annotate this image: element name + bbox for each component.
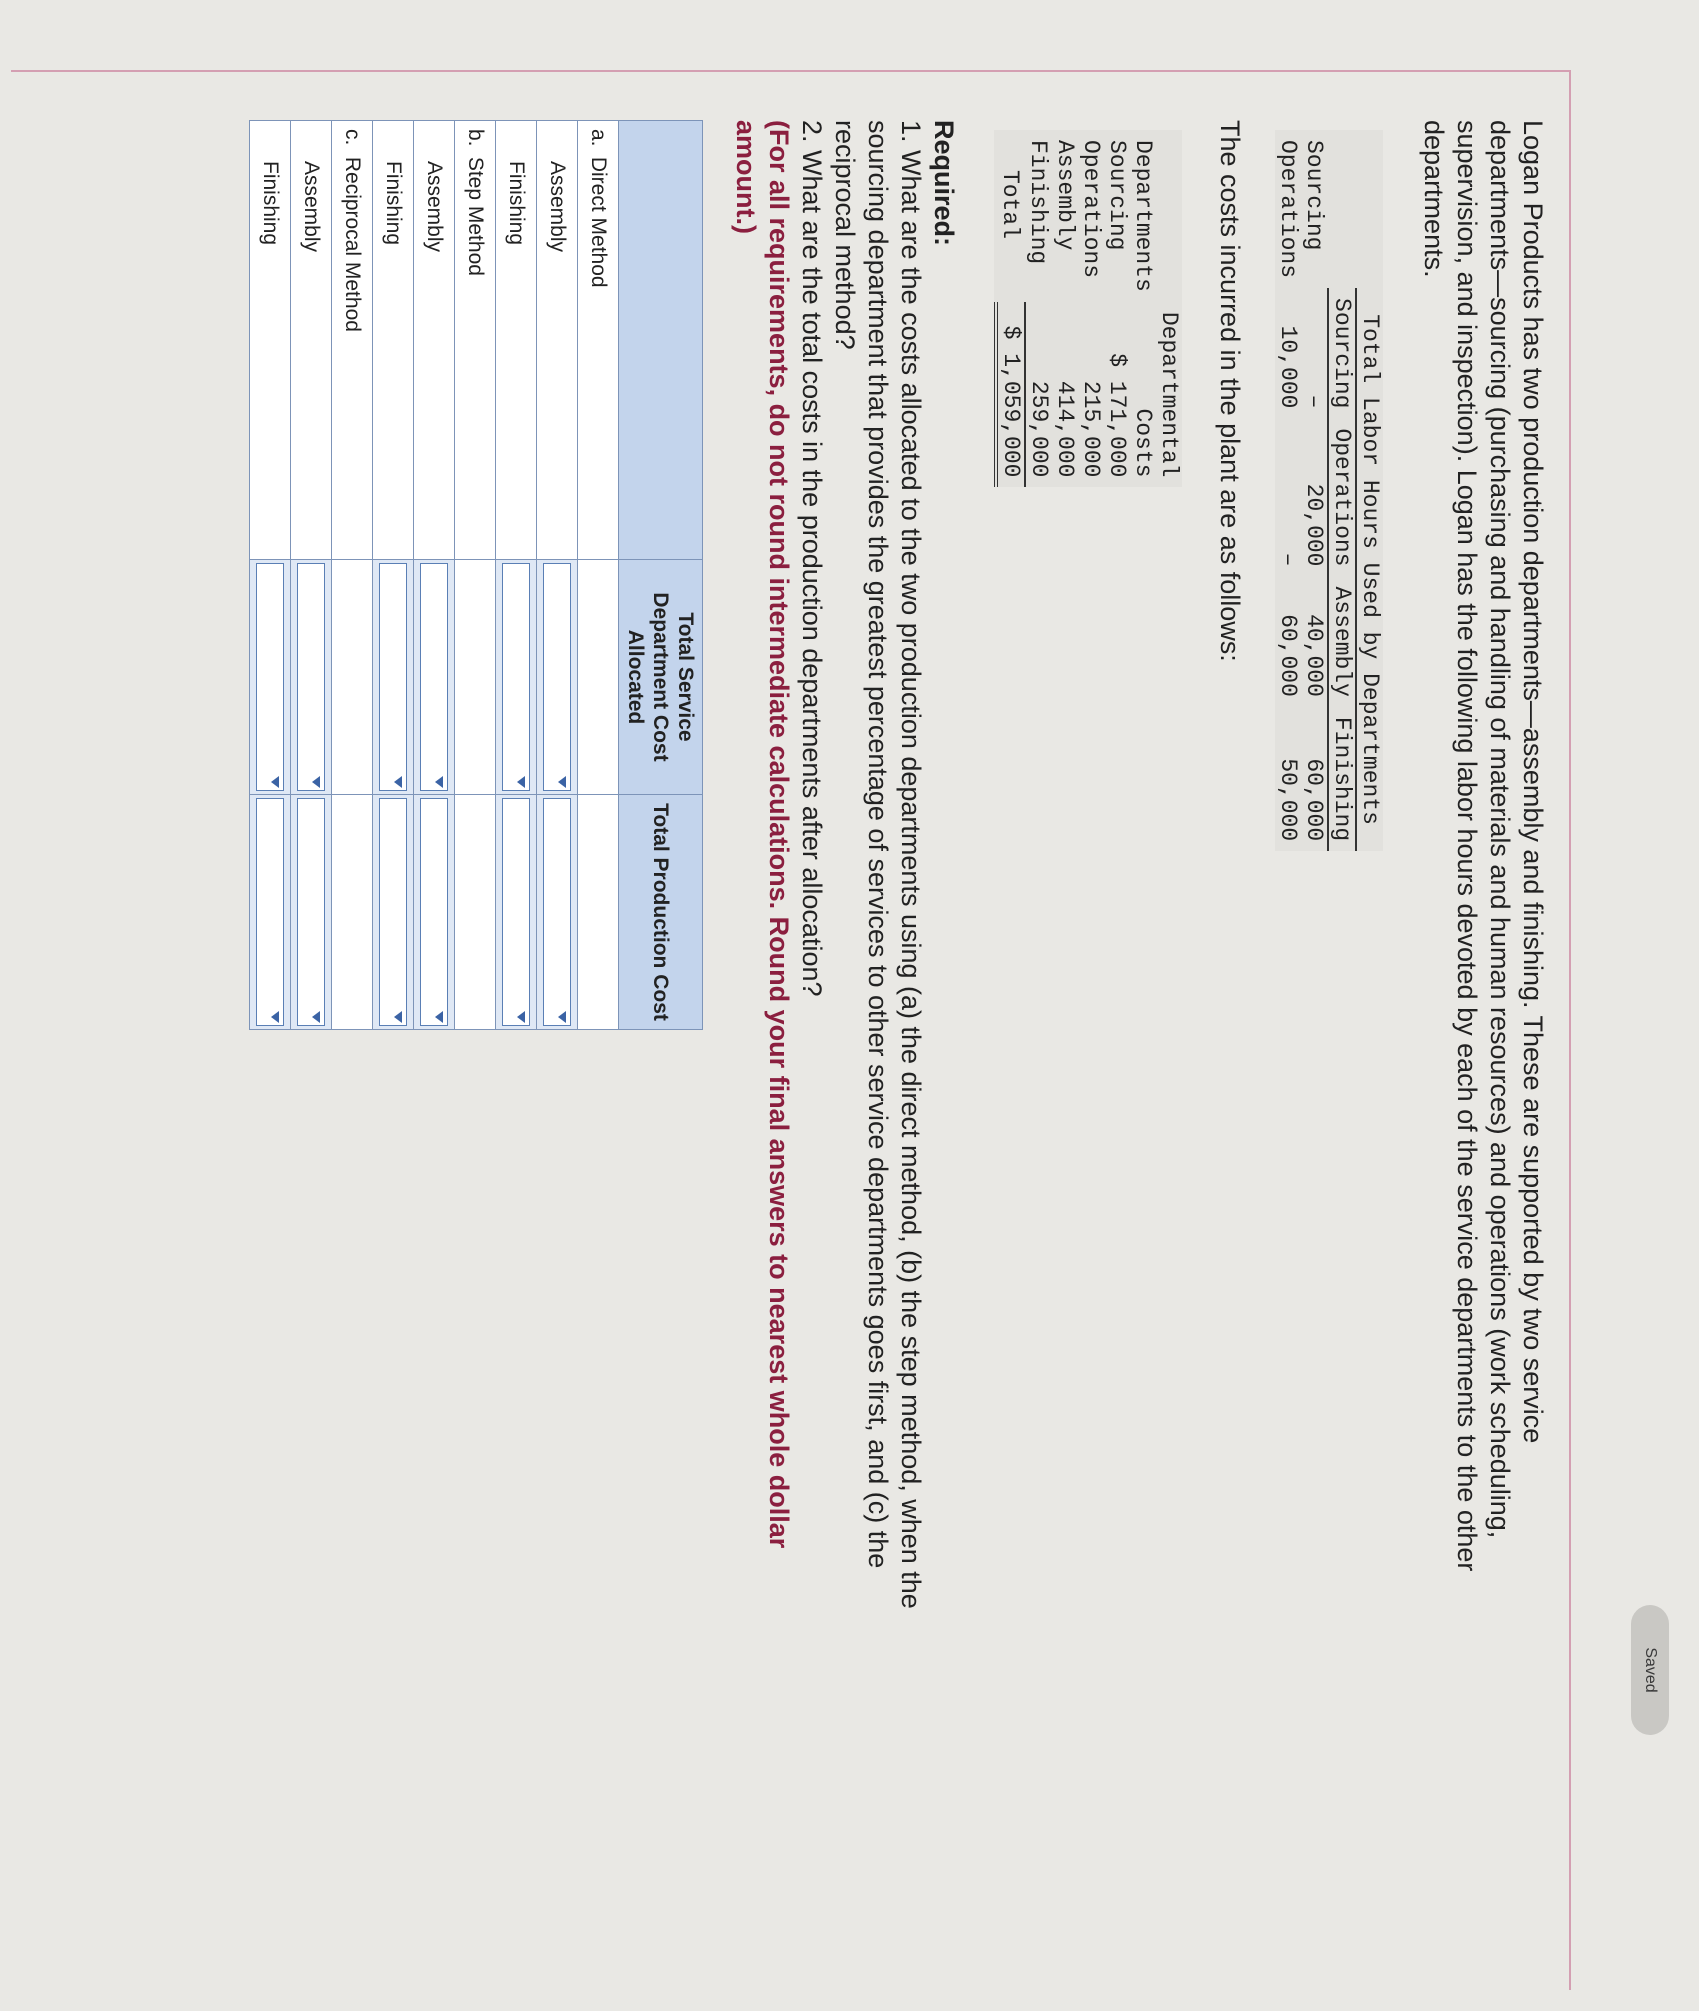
labor-cell: 50,000: [1275, 758, 1301, 842]
row-label: Finishing: [373, 121, 414, 560]
costs-cell: 414,000: [1052, 380, 1078, 478]
labor-col-header: Assembly: [1328, 576, 1356, 706]
labor-cell: 40,000: [1301, 614, 1327, 697]
costs-cell: 259,000: [1026, 380, 1052, 478]
empty-cell: [455, 795, 496, 1030]
costs-header-line2: Costs: [1130, 408, 1156, 478]
answer-header-blank: [619, 121, 703, 560]
labor-cell: 60,000: [1301, 758, 1327, 842]
dropdown-arrow-icon: [394, 1011, 402, 1023]
dropdown-arrow-icon: [517, 776, 525, 788]
table-row: [578, 121, 619, 1030]
table-row: [250, 121, 291, 1030]
step-finishing-allocated-input[interactable]: [373, 560, 414, 795]
costs-row-label: Finishing: [1025, 140, 1052, 265]
answer-table: [249, 120, 703, 1030]
table-row: [496, 121, 537, 1030]
dropdown-arrow-icon: [312, 776, 320, 788]
costs-col-header: Departments: [1130, 140, 1156, 292]
dropdown-arrow-icon: [271, 776, 279, 788]
labor-col-header: Finishing: [1328, 707, 1356, 851]
empty-cell: [332, 560, 373, 795]
labor-cell: 10,000: [1275, 325, 1301, 409]
table-row: [996, 130, 1025, 487]
reciprocal-assembly-total-input[interactable]: [291, 795, 332, 1030]
problem-content: [249, 120, 1549, 1990]
table-row: [537, 121, 578, 1030]
costs-cell: 215,000: [1078, 380, 1104, 478]
labor-hours-table: [1275, 130, 1383, 851]
table-row: [414, 121, 455, 1030]
dropdown-arrow-icon: [517, 1011, 525, 1023]
costs-row-label: Sourcing: [1104, 140, 1130, 251]
direct-assembly-total-input[interactable]: [537, 795, 578, 1030]
table-row: [1301, 130, 1328, 851]
direct-finishing-allocated-input[interactable]: [496, 560, 537, 795]
costs-total-label: Total: [997, 170, 1024, 240]
dropdown-arrow-icon: [312, 1011, 320, 1023]
costs-table: [994, 130, 1182, 487]
empty-cell: [578, 560, 619, 795]
table-row: [1052, 130, 1078, 487]
panel-left-border: [11, 70, 1571, 72]
labor-col-header: Sourcing: [1328, 288, 1356, 418]
saved-status: Saved: [1631, 1605, 1669, 1735]
required-title: Required:: [929, 120, 959, 247]
labor-cell: 20,000: [1301, 483, 1327, 567]
row-label: Assembly: [291, 121, 332, 560]
labor-row-label: Sourcing: [1301, 140, 1328, 251]
problem-intro: Logan Products has two production departments—assembly and finishing. These are supported by two service departments—sourcing (purchasing and handling of materials and human resources) and operations (work scheduling, supervision, and inspection). Logan has the following labor hours devoted by each of the service departments to the other departments.: [1419, 120, 1548, 1572]
labor-col-header: Operations: [1328, 418, 1356, 576]
direct-finishing-total-input[interactable]: [496, 795, 537, 1030]
table-row: [455, 121, 496, 1030]
table-row: [291, 121, 332, 1030]
answer-col-header-production: Total Production Cost: [619, 795, 703, 1030]
dropdown-arrow-icon: [558, 776, 566, 788]
labor-empty-corner-2: [1328, 130, 1356, 288]
labor-row-label: Operations: [1275, 140, 1301, 279]
dropdown-arrow-icon: [435, 1011, 443, 1023]
step-assembly-allocated-input[interactable]: [414, 560, 455, 795]
costs-cell: $ 171,000: [1104, 353, 1130, 478]
required-section: [729, 120, 960, 1650]
labor-empty-corner: [1356, 130, 1383, 288]
row-label: Assembly: [537, 121, 578, 560]
table-row: [1078, 130, 1104, 487]
section-title-direct: a. Direct Method: [578, 121, 619, 560]
labor-group-header: Total Labor Hours Used by Departments: [1356, 288, 1383, 851]
empty-cell: [578, 795, 619, 1030]
row-label: Assembly: [414, 121, 455, 560]
table-row: [1275, 130, 1301, 851]
empty-cell: [455, 560, 496, 795]
dropdown-arrow-icon: [394, 776, 402, 788]
direct-assembly-allocated-input[interactable]: [537, 560, 578, 795]
section-title-reciprocal: c. Reciprocal Method: [332, 121, 373, 560]
panel-top-border: [1569, 70, 1571, 1990]
costs-empty-corner: [1156, 130, 1182, 302]
costs-intro: The costs incurred in the plant are as follows:: [1215, 120, 1245, 662]
dropdown-arrow-icon: [558, 1011, 566, 1023]
empty-cell: [332, 795, 373, 1030]
answer-col-header-allocated: Total Service Department Cost Allocated: [619, 560, 703, 795]
costs-row-label: Operations: [1078, 140, 1104, 279]
row-label: Finishing: [496, 121, 537, 560]
question-1: 1. What are the costs allocated to the two production departments using (a) the direct method, (b) the step method, when the sourcing department that provides the greatest percentage of services to other service departments goes first, and (c) the reciprocal method?: [830, 120, 926, 1609]
labor-cell: –: [1275, 552, 1301, 567]
reciprocal-assembly-allocated-input[interactable]: [291, 560, 332, 795]
dropdown-arrow-icon: [271, 1011, 279, 1023]
costs-header-line1: Departmental: [1156, 311, 1182, 478]
costs-total-value: $ 1,059,000: [996, 302, 1025, 488]
section-title-step: b. Step Method: [455, 121, 496, 560]
question-2: 2. What are the total costs in the production departments after allocation?: [797, 120, 827, 997]
reciprocal-finishing-total-input[interactable]: [250, 795, 291, 1030]
reciprocal-finishing-allocated-input[interactable]: [250, 560, 291, 795]
labor-cell: –: [1301, 394, 1327, 409]
table-row: [373, 121, 414, 1030]
row-label: Finishing: [250, 121, 291, 560]
table-row: [332, 121, 373, 1030]
dropdown-arrow-icon: [435, 776, 443, 788]
step-finishing-total-input[interactable]: [373, 795, 414, 1030]
rounding-note: (For all requirements, do not round intermediate calculations. Round your final answers to nearest whole dollar amount.): [731, 120, 794, 1549]
costs-row-label: Assembly: [1052, 140, 1078, 251]
step-assembly-total-input[interactable]: [414, 795, 455, 1030]
table-row: [1025, 130, 1052, 487]
table-row: [1104, 130, 1130, 487]
labor-cell: 60,000: [1275, 614, 1301, 697]
